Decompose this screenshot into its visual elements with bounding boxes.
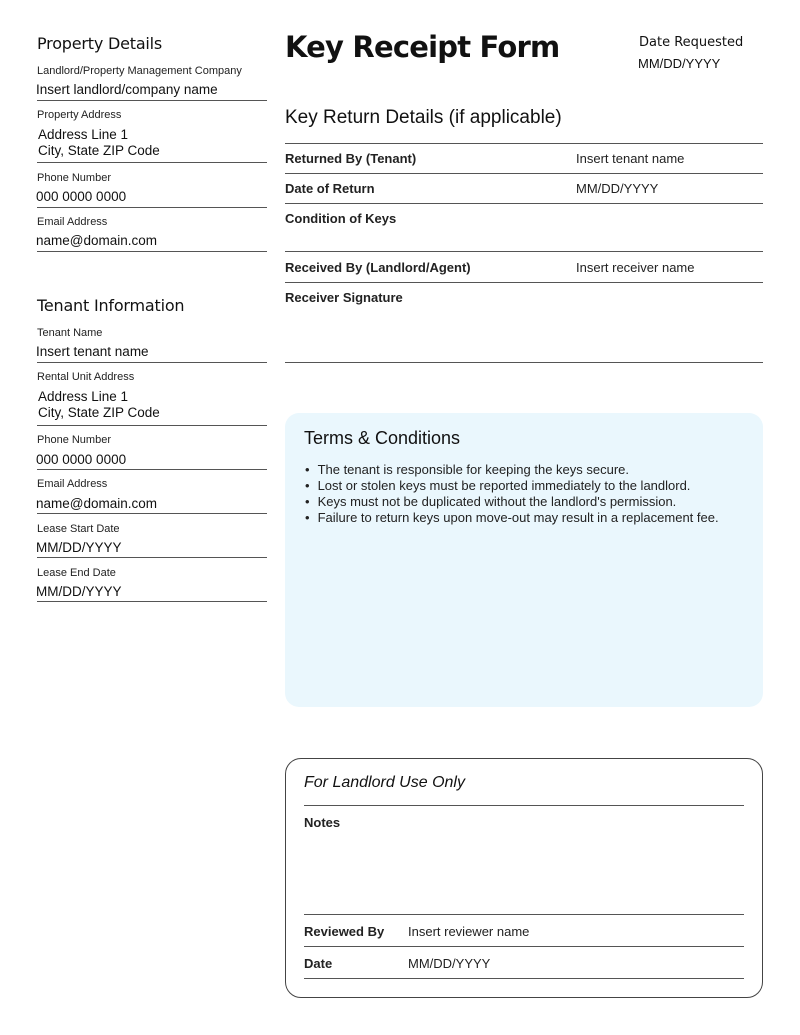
divider bbox=[37, 162, 267, 163]
tenant-name-field[interactable]: Insert tenant name bbox=[36, 344, 149, 359]
divider bbox=[37, 100, 267, 101]
rental-address-label: Rental Unit Address bbox=[37, 371, 135, 383]
divider bbox=[304, 946, 744, 947]
property-address-line1[interactable]: Address Line 1 bbox=[38, 127, 129, 142]
terms-heading: Terms & Conditions bbox=[304, 428, 461, 448]
terms-list bbox=[305, 462, 719, 526]
divider bbox=[285, 173, 763, 174]
tenant-phone-label: Phone Number bbox=[37, 434, 111, 446]
divider bbox=[285, 203, 763, 204]
landlord-use-panel bbox=[285, 758, 763, 998]
terms-panel bbox=[285, 413, 763, 707]
property-email-field[interactable]: name@domain.com bbox=[36, 233, 158, 248]
property-phone-label: Phone Number bbox=[37, 172, 111, 184]
notes-field[interactable] bbox=[304, 835, 744, 913]
rental-address-line1[interactable]: Address Line 1 bbox=[38, 389, 129, 404]
returned-by-label: Returned By (Tenant) bbox=[285, 151, 417, 166]
received-by-label: Received By (Landlord/Agent) bbox=[285, 260, 471, 275]
company-field[interactable]: Insert landlord/company name bbox=[36, 82, 218, 97]
property-phone-field[interactable]: 000 0000 0000 bbox=[36, 189, 127, 204]
received-by-field[interactable]: Insert receiver name bbox=[576, 260, 695, 275]
terms-item: • Failure to return keys upon move-out may result in a replacement fee. bbox=[305, 510, 719, 526]
divider bbox=[37, 362, 267, 363]
tenant-email-label: Email Address bbox=[37, 478, 108, 490]
lease-start-label: Lease Start Date bbox=[37, 523, 120, 535]
divider bbox=[37, 513, 267, 514]
date-requested-label: Date Requested bbox=[639, 35, 744, 50]
divider bbox=[285, 282, 763, 283]
page-title: Key Receipt Form bbox=[285, 30, 560, 64]
tenant-email-field[interactable]: name@domain.com bbox=[36, 496, 158, 511]
condition-label: Condition of Keys bbox=[285, 211, 397, 226]
divider bbox=[37, 601, 267, 602]
lease-end-field[interactable]: MM/DD/YYYY bbox=[36, 584, 122, 599]
receiver-signature-label: Receiver Signature bbox=[285, 290, 403, 305]
divider bbox=[304, 805, 744, 806]
landlord-date-label: Date bbox=[304, 956, 333, 971]
lease-end-label: Lease End Date bbox=[37, 567, 116, 579]
key-return-heading: Key Return Details (if applicable) bbox=[285, 107, 562, 128]
reviewed-by-field[interactable]: Insert reviewer name bbox=[408, 924, 530, 939]
landlord-use-heading: For Landlord Use Only bbox=[304, 774, 465, 791]
terms-item: • Lost or stolen keys must be reported immediately to the landlord. bbox=[305, 478, 719, 494]
divider bbox=[304, 914, 744, 915]
divider bbox=[37, 251, 267, 252]
divider bbox=[37, 425, 267, 426]
reviewed-by-label: Reviewed By bbox=[304, 924, 385, 939]
date-of-return-field[interactable]: MM/DD/YYYY bbox=[576, 181, 659, 196]
lease-start-field[interactable]: MM/DD/YYYY bbox=[36, 540, 122, 555]
divider bbox=[285, 143, 763, 144]
signature-line[interactable] bbox=[285, 362, 763, 363]
property-email-label: Email Address bbox=[37, 216, 108, 228]
terms-item: • The tenant is responsible for keeping the keys secure. bbox=[305, 462, 719, 478]
property-address-line2[interactable]: City, State ZIP Code bbox=[38, 143, 160, 158]
returned-by-field[interactable]: Insert tenant name bbox=[576, 151, 685, 166]
notes-label: Notes bbox=[304, 815, 341, 830]
tenant-phone-field[interactable]: 000 0000 0000 bbox=[36, 452, 127, 467]
date-requested-field[interactable]: MM/DD/YYYY bbox=[638, 56, 721, 71]
terms-item: • Keys must not be duplicated without the landlord's permission. bbox=[305, 494, 719, 510]
property-details-heading: Property Details bbox=[37, 34, 163, 53]
divider bbox=[37, 469, 267, 470]
rental-address-line2[interactable]: City, State ZIP Code bbox=[38, 405, 160, 420]
divider bbox=[37, 207, 267, 208]
tenant-info-heading: Tenant Information bbox=[37, 296, 185, 315]
divider bbox=[37, 557, 267, 558]
divider bbox=[304, 978, 744, 979]
date-of-return-label: Date of Return bbox=[285, 181, 375, 196]
landlord-date-field[interactable]: MM/DD/YYYY bbox=[408, 956, 491, 971]
divider bbox=[285, 251, 763, 252]
tenant-name-label: Tenant Name bbox=[37, 327, 103, 339]
property-address-label: Property Address bbox=[37, 109, 122, 121]
company-label: Landlord/Property Management Company bbox=[37, 65, 242, 77]
